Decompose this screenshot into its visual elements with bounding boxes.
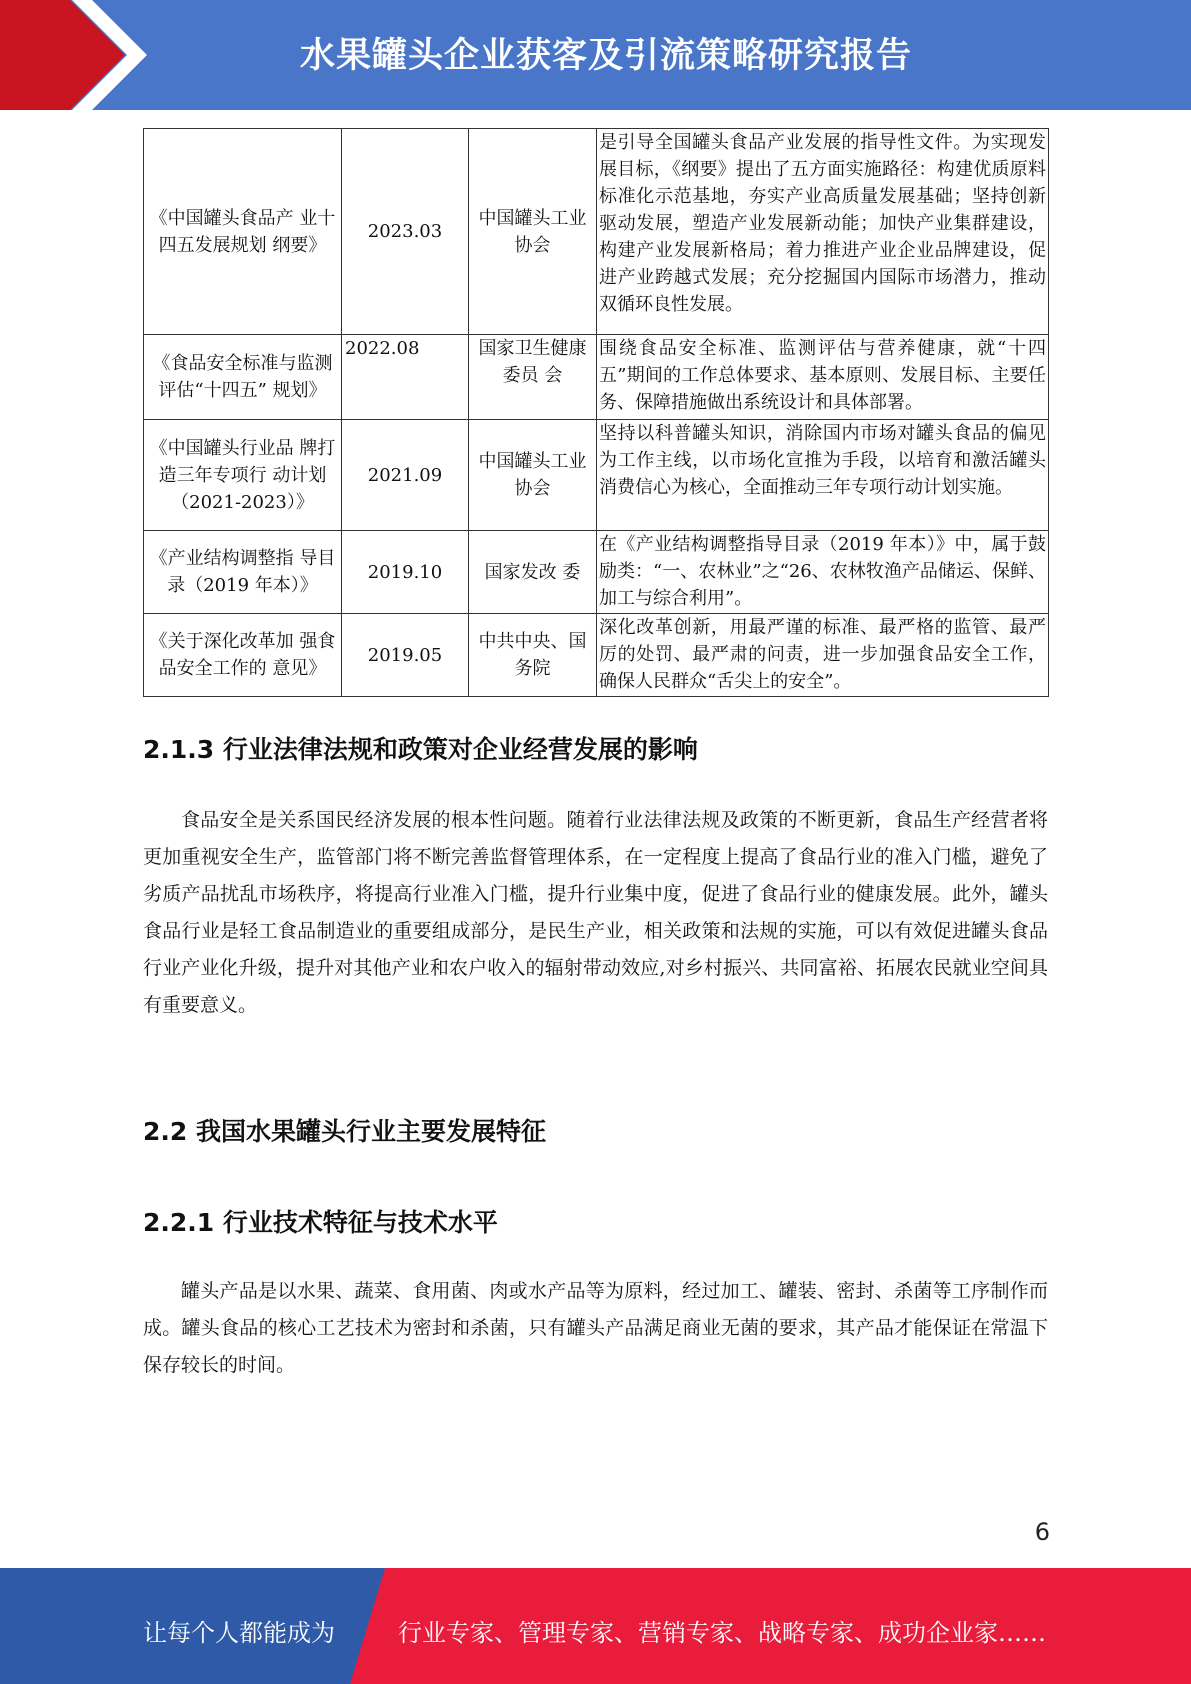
section-heading-2-2: 2.2 我国水果罐头行业主要发展特征 — [143, 1117, 546, 1146]
policy-date-cell: 2019.10 — [342, 531, 469, 614]
table-row — [144, 129, 1049, 335]
page-number: 6 — [1034, 1518, 1050, 1546]
policy-org-cell: 国家发改 委 — [469, 531, 597, 614]
policy-date-cell: 2021.09 — [342, 420, 469, 531]
policy-date-cell: 2023.03 — [342, 129, 469, 335]
policy-date-cell: 2022.08 — [342, 335, 469, 420]
section-paragraph-2-2-1: 罐头产品是以水果、蔬菜、食用菌、肉或水产品等为原料，经过加工、罐装、密封、杀菌等工序制作而成。罐头食品的核心工艺技术为密封和杀菌，只有罐头产品满足商业无菌的要求，其产品才能保证在常温下保存较长的时间。 — [143, 1280, 1048, 1376]
policy-desc-cell: 深化改革创新，用最严谨的标准、最严格的监管、最严厉的处罚、最严肃的问责，进一步加强食品安全工作，确保人民群众“舌尖上的安全”。 — [597, 614, 1049, 697]
policy-date-cell: 2019.05 — [342, 614, 469, 697]
policy-name-cell: 《中国罐头食品产 业十四五发展规划 纲要》 — [144, 129, 342, 335]
policy-org-cell: 中国罐头工业协会 — [469, 420, 597, 531]
header-banner — [0, 0, 1191, 110]
section-heading-2-1-3: 2.1.3 行业法律法规和政策对企业经营发展的影响 — [143, 735, 698, 764]
footer-slogan-right: 行业专家、管理专家、营销专家、战略专家、成功企业家…… — [398, 1619, 1046, 1647]
table-row — [144, 614, 1049, 697]
policy-desc-text: 围绕食品安全标准、监测评估与营养健康，就“十四五”期间的工作总体要求、基本原则、发展目标、主要任务、保障措施做出系统设计和具体部署。 — [599, 338, 1046, 413]
table-row — [144, 335, 1049, 420]
footer-slogan-left: 让每个人都能成为 — [143, 1619, 335, 1647]
policy-desc-cell — [597, 335, 1049, 420]
policy-org-cell: 中共中央、国务院 — [469, 614, 597, 697]
table-row — [144, 531, 1049, 614]
footer-banner — [0, 1568, 1191, 1684]
section-paragraph-2-1-3: 食品安全是关系国民经济发展的根本性问题。随着行业法律法规及政策的不断更新，食品生产经营者将更加重视安全生产，监管部门将不断完善监督管理体系，在一定程度上提高了食品行业的准入门槛，避免了劣质产品扰乱市场秩序，将提高行业准入门槛，提升行业集中度，促进了食品行业的健康发展。此外，罐头食品行业是轻工食品制造业的重要组成部分，是民生产业，相关政策和法规的实施，可以有效促进罐头食品行业产业化升级，提升对其他产业和农户收入的辐射带动效应,对乡村振兴、共同富裕、拓展农民就业空间具有重要意义。 — [143, 809, 1048, 1016]
document-title: 水果罐头企业获客及引流策略研究报告 — [300, 36, 913, 76]
policy-desc-cell: 坚持以科普罐头知识，消除国内市场对罐头食品的偏见为工作主线，以市场化宣推为手段，以培育和激活罐头消费信心为核心，全面推动三年专项行动计划实施。 — [597, 420, 1049, 531]
policy-desc-cell: 在《产业结构调整指导目录（2019 年本）》中，属于鼓励类：“一、农林业”之“26、农林牧渔产品储运、保鲜、加工与综合利用”。 — [597, 531, 1049, 614]
section-heading-2-2-1: 2.2.1 行业技术特征与技术水平 — [143, 1208, 498, 1237]
table-row — [144, 420, 1049, 531]
policy-name-cell: 《关于深化改革加 强食品安全工作的 意见》 — [144, 614, 342, 697]
policy-org-cell: 国家卫生健康委员 会 — [469, 335, 597, 420]
policy-name-cell: 《中国罐头行业品 牌打造三年专项行 动计划（2021-2023）》 — [144, 420, 342, 531]
policy-desc-text: 是引导全国罐头食品产业发展的指导性文件。为实现发展目标，《纲要》提出了五方面实施路径：构建优质原料标准化示范基地，夯实产业高质量发展基础；坚持创新驱动发展，塑造产业发展新动能；加快产业集群建设，构建产业发展新格局；着力推进产业企业品牌建设，促进产业跨越式发展；充分挖掘国内国际市场潜力，推动双循环良性发展。 — [599, 132, 1046, 315]
policy-org-cell: 中国罐头工业协会 — [469, 129, 597, 335]
policy-desc-cell — [597, 129, 1049, 335]
policy-name-cell: 《产业结构调整指 导目录（2019 年本）》 — [144, 531, 342, 614]
policy-table — [143, 128, 1049, 697]
policy-name-cell: 《食品安全标准与监测评估“十四五” 规划》 — [144, 335, 342, 420]
